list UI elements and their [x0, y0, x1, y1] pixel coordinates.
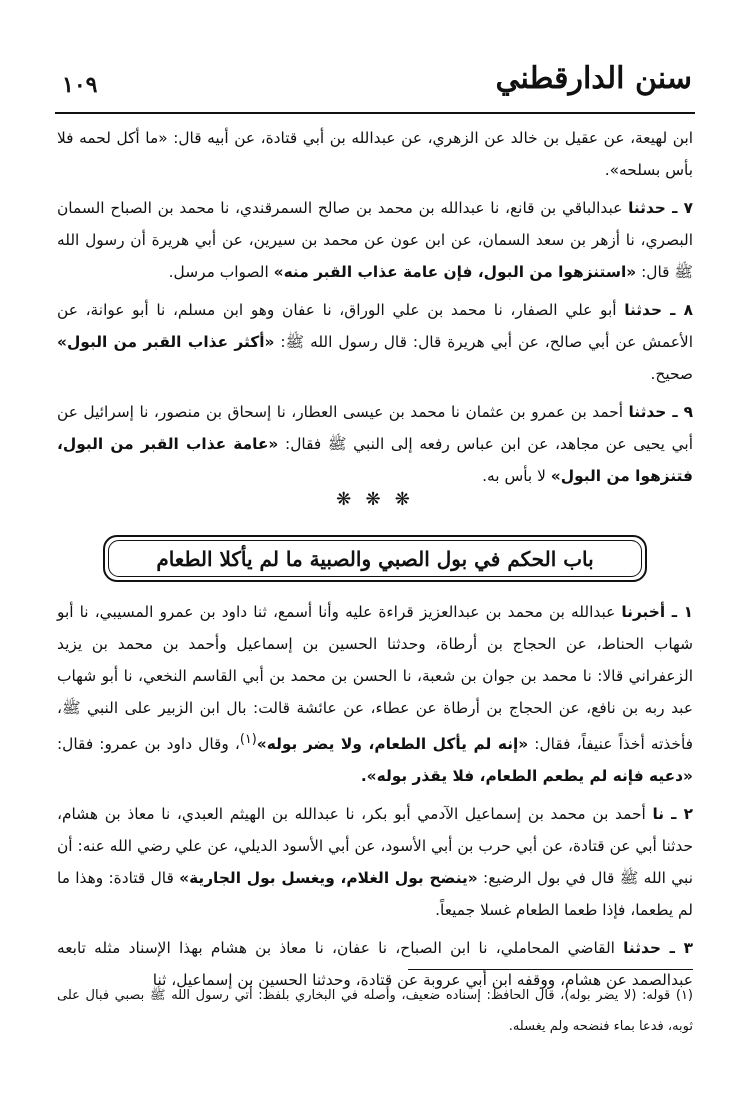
hadith-quote: «عامة عذاب القبر من البول، فتنزهوا من البول» [57, 435, 693, 485]
hadith-number: ٧ ـ حدثنا [628, 199, 693, 217]
text-run: ابن لهيعة، عن عقيل بن خالد عن الزهري، عن عبدالله بن أبي قتادة، عن أبيه قال: «ما أكل لحمه فلا بأس بسلحه». [57, 129, 693, 179]
hadith-chain: أحمد بن محمد بن إسماعيل الآدمي أبو بكر، نا عبدالله بن الهيثم العبدي، نا معاذ بن هشام، حدثنا أبي عن قتادة، عن أبي حرب بن أبي الأسود، عن أبي الأسود الديلي، عن علي رضي الله عنه: أن نبي الله ﷺ قال في بول الرضيع: [57, 805, 693, 888]
section-two [57, 596, 693, 1002]
section-one [57, 122, 693, 498]
hadith-grade: لا بأس به. [482, 467, 546, 485]
hadith-2 [57, 798, 693, 926]
hadith-chain: عبدالباقي بن قانع، نا عبدالله بن محمد بن صالح السمرقندي، نا محمد بن الصباح السمان البصري، نا أزهر بن سعد السمان، عن ابن عون عن محمد بن سيرين، عن أبي هريرة أن رسول الله ﷺ قال: [57, 199, 693, 281]
hadith-number: ٨ ـ حدثنا [624, 301, 693, 319]
hadith-quote: «أكثر عذاب القبر من البول» [57, 333, 275, 351]
hadith-quote: «إنه لم يأكل الطعام، ولا يضر بوله» [256, 735, 529, 754]
hadith-chain: ، وقال داود بن عمرو: فقال: [57, 735, 240, 754]
hadith-quote: «ينضح بول الغلام، ويغسل بول الجارية» [179, 869, 478, 888]
hadith-comment: قال قتادة: وهذا ما لم يطعما، فإذا طعما الطعام غسلا جميعاً. [57, 869, 693, 920]
paragraph-6-continuation [57, 122, 693, 186]
footnote-rule [408, 969, 693, 970]
header-rule [55, 112, 695, 114]
hadith-quote: «دعيه فإنه لم يطعم الطعام، فلا يقذر بوله». [360, 767, 693, 786]
section-separator: ❋ ❋ ❋ [336, 489, 414, 510]
chapter-title: باب الحكم في بول الصبي والصبية ما لم يأكلا الطعام [156, 546, 594, 571]
hadith-quote: «استنزهوا من البول، فإن عامة عذاب القبر منه» [273, 263, 637, 281]
hadith-7 [57, 192, 693, 288]
hadith-number: ٩ ـ حدثنا [628, 403, 693, 421]
hadith-grade: الصواب مرسل. [168, 263, 269, 281]
hadith-number: ١ ـ أخبرنا [621, 603, 693, 621]
footnotes [57, 980, 693, 1042]
hadith-grade: صحيح. [650, 365, 693, 383]
page-number: ١٠٩ [62, 72, 98, 98]
footnote-1: (١) قوله: (لا يضر بوله)، قال الحافظ: إسناده ضعيف، وأصله في البخاري بلفظ: أتي رسول الله ﷺ بصبي فبال على ثوبه، فدعا بماء فنضحه ولم يغسله. [57, 988, 693, 1034]
hadith-1 [57, 596, 693, 792]
hadith-8 [57, 294, 693, 390]
hadith-chain: أحمد بن عمرو بن عثمان نا محمد بن عيسى العطار، نا إسحاق بن منصور، نا إسرائيل عن أبي يحيى عن مجاهد، عن ابن عباس رفعه إلى النبي ﷺ فقال: [57, 403, 693, 453]
chapter-heading-box [103, 535, 647, 582]
hadith-chain: أبو علي الصفار، نا محمد بن علي الوراق، نا عفان وهو ابن مسلم، نا أبو عوانة، عن الأعمش عن أبي صالح، عن أبي هريرة قال: قال رسول الله ﷺ: [57, 301, 693, 351]
hadith-9 [57, 396, 693, 492]
hadith-number: ٢ ـ نا [652, 805, 693, 824]
hadith-number: ٣ ـ حدثنا [623, 939, 693, 958]
hadith-chain: عبدالله بن محمد بن عبدالعزيز قراءة عليه وأنا أسمع، ثنا داود بن عمرو المسيبي، نا أبو شهاب الحناط، عن الحجاج بن أرطاة، وحدثنا الحسين بن إسماعيل وأحمد بن محمد بن يزيد الزعفراني قالا: نا محمد بن جوان بن شعبة، نا الحسن بن محمد بن أبي القاسم النخعي، نا أبو شهاب عبد ربه بن نافع، عن الحجاج بن أرطاة عن عطاء، عن عائشة قالت: بال ابن الزبير على النبي ﷺ، فأخذته أخذاً عنيفاً، فقال: [57, 603, 693, 754]
footnote-ref[interactable]: (١) [239, 732, 257, 747]
hadith-chain: القاضي المحاملي، نا ابن الصباح، نا عفان، نا معاذ بن هشام بهذا الإسناد مثله تابعه عبدالصمد عن هشام، ووقفه ابن أبي عروبة عن قتادة، وحدثنا الحسين بن إسماعيل، ثنا [57, 939, 693, 990]
running-title: سنن الدارقطني [495, 61, 692, 96]
